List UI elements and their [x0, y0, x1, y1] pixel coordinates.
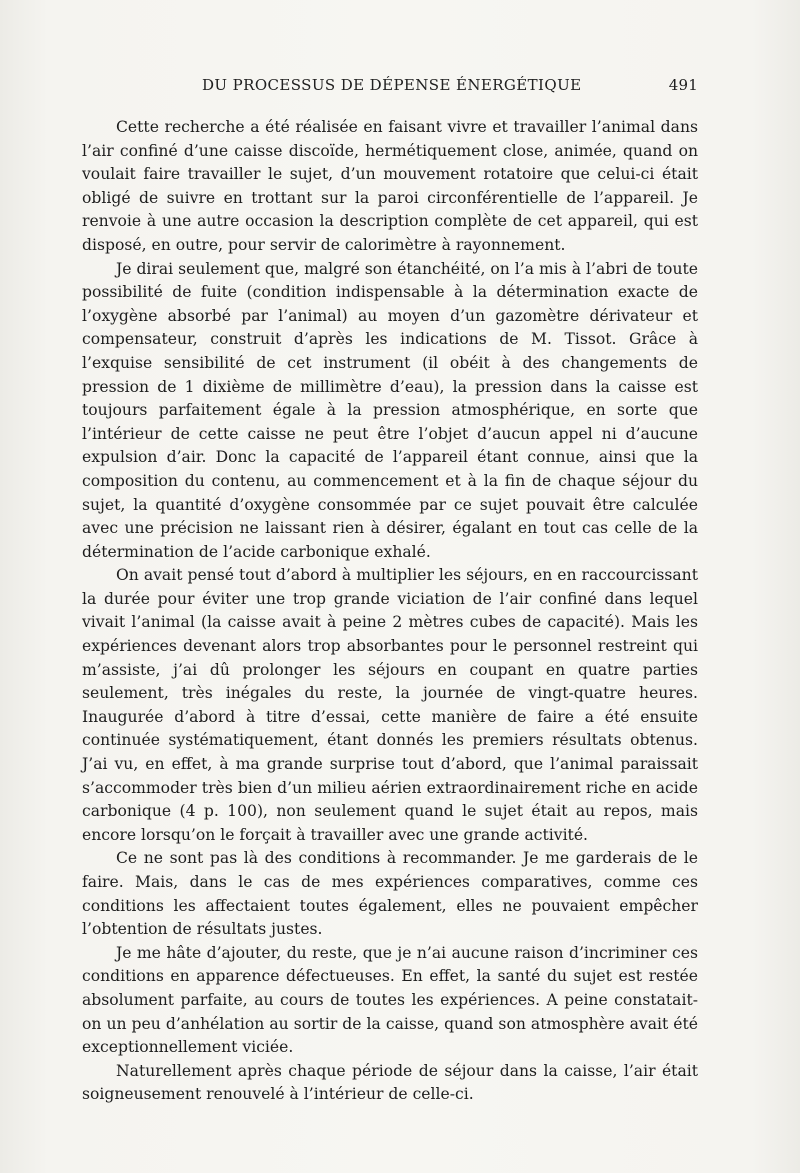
- paragraph-3: On avait pensé tout d’abord à multiplier les séjours, en en raccourcissant la durée pour éviter une trop grande viciation de l’air confiné dans lequel vivait l’animal (la caisse avait à peine 2 mètres cubes de capacité). Mais les expériences devenant alors trop absorbantes pour le personnel restreint qui m’assiste, j’ai dû prolonger les séjours en coupant en quatre parties seulement, très inégales du reste, la journée de vingt-quatre heures. Inaugurée d’abord à titre d’essai, cette manière de faire a été ensuite continuée systématiquement, étant donnés les premiers résultats obtenus. J’ai vu, en effet, à ma grande surprise tout d’abord, que l’animal paraissait s’accommoder très bien d’un milieu aérien extraordinairement riche en acide carbonique (4 p. 100), non seulement quand le sujet était au repos, mais encore lorsqu’on le forçait à travailler avec une grande activité.: [82, 566, 698, 844]
- paragraph-4: Ce ne sont pas là des conditions à recommander. Je me garderais de le faire. Mais, dans le cas de mes expériences comparatives, comme ces conditions les affectaient toutes également, elles ne pouvaient empêcher l’obtention de résultats justes.: [82, 849, 698, 939]
- paragraph-5: Je me hâte d’ajouter, du reste, que je n’ai aucune raison d’incriminer ces conditions en apparence défectueuses. En effet, la santé du sujet est restée absolument parfaite, au cours de toutes les expériences. A peine constatait-on un peu d’anhélation au sortir de la caisse, quand son atmosphère avait été exceptionnellement viciée.: [82, 943, 698, 1057]
- page-number: 491: [668, 76, 698, 94]
- running-head: [82, 76, 698, 100]
- paragraph-2: Je dirai seulement que, malgré son étanchéité, on l’a mis à l’abri de toute possibilité de fuite (condition indispensable à la détermination exacte de l’oxygène absorbé par l’animal) au moyen d’un gazomètre dérivateur et compensateur, construit d’après les indications de M. Tissot. Grâce à l’exquise sensibilité de cet instrument (il obéit à des changements de pression de 1 dixième de millimètre d’eau), la pression dans la caisse est toujours parfaitement égale à la pression atmosphérique, en sorte que l’intérieur de cette caisse ne peut être l’objet d’aucun appel ni d’aucune expulsion d’air. Donc la capacité de l’appareil étant connue, ainsi que la composition du contenu, au commencement et à la fin de chaque séjour du sujet, la quantité d’oxygène consommée par ce sujet pouvait être calculée avec une précision ne laissant rien à désirer, égalant en tout cas celle de la détermination de l’acide carbonique exhalé.: [82, 259, 698, 561]
- body-text: [82, 116, 698, 1107]
- paragraph-6: Naturellement après chaque période de séjour dans la caisse, l’air était soigneusement renouvelé à l’intérieur de celle-ci.: [82, 1061, 698, 1104]
- running-title: DU PROCESSUS DE DÉPENSE ÉNERGÉTIQUE: [202, 76, 582, 94]
- paragraph-1: Cette recherche a été réalisée en faisant vivre et travailler l’animal dans l’air confiné d’une caisse discoïde, hermétiquement close, animée, quand on voulait faire travailler le sujet, d’un mouvement rotatoire que celui-ci était obligé de suivre en trottant sur la paroi circonférentielle de l’appareil. Je renvoie à une autre occasion la description complète de cet appareil, qui est disposé, en outre, pour servir de calorimètre à rayonnement.: [82, 118, 698, 254]
